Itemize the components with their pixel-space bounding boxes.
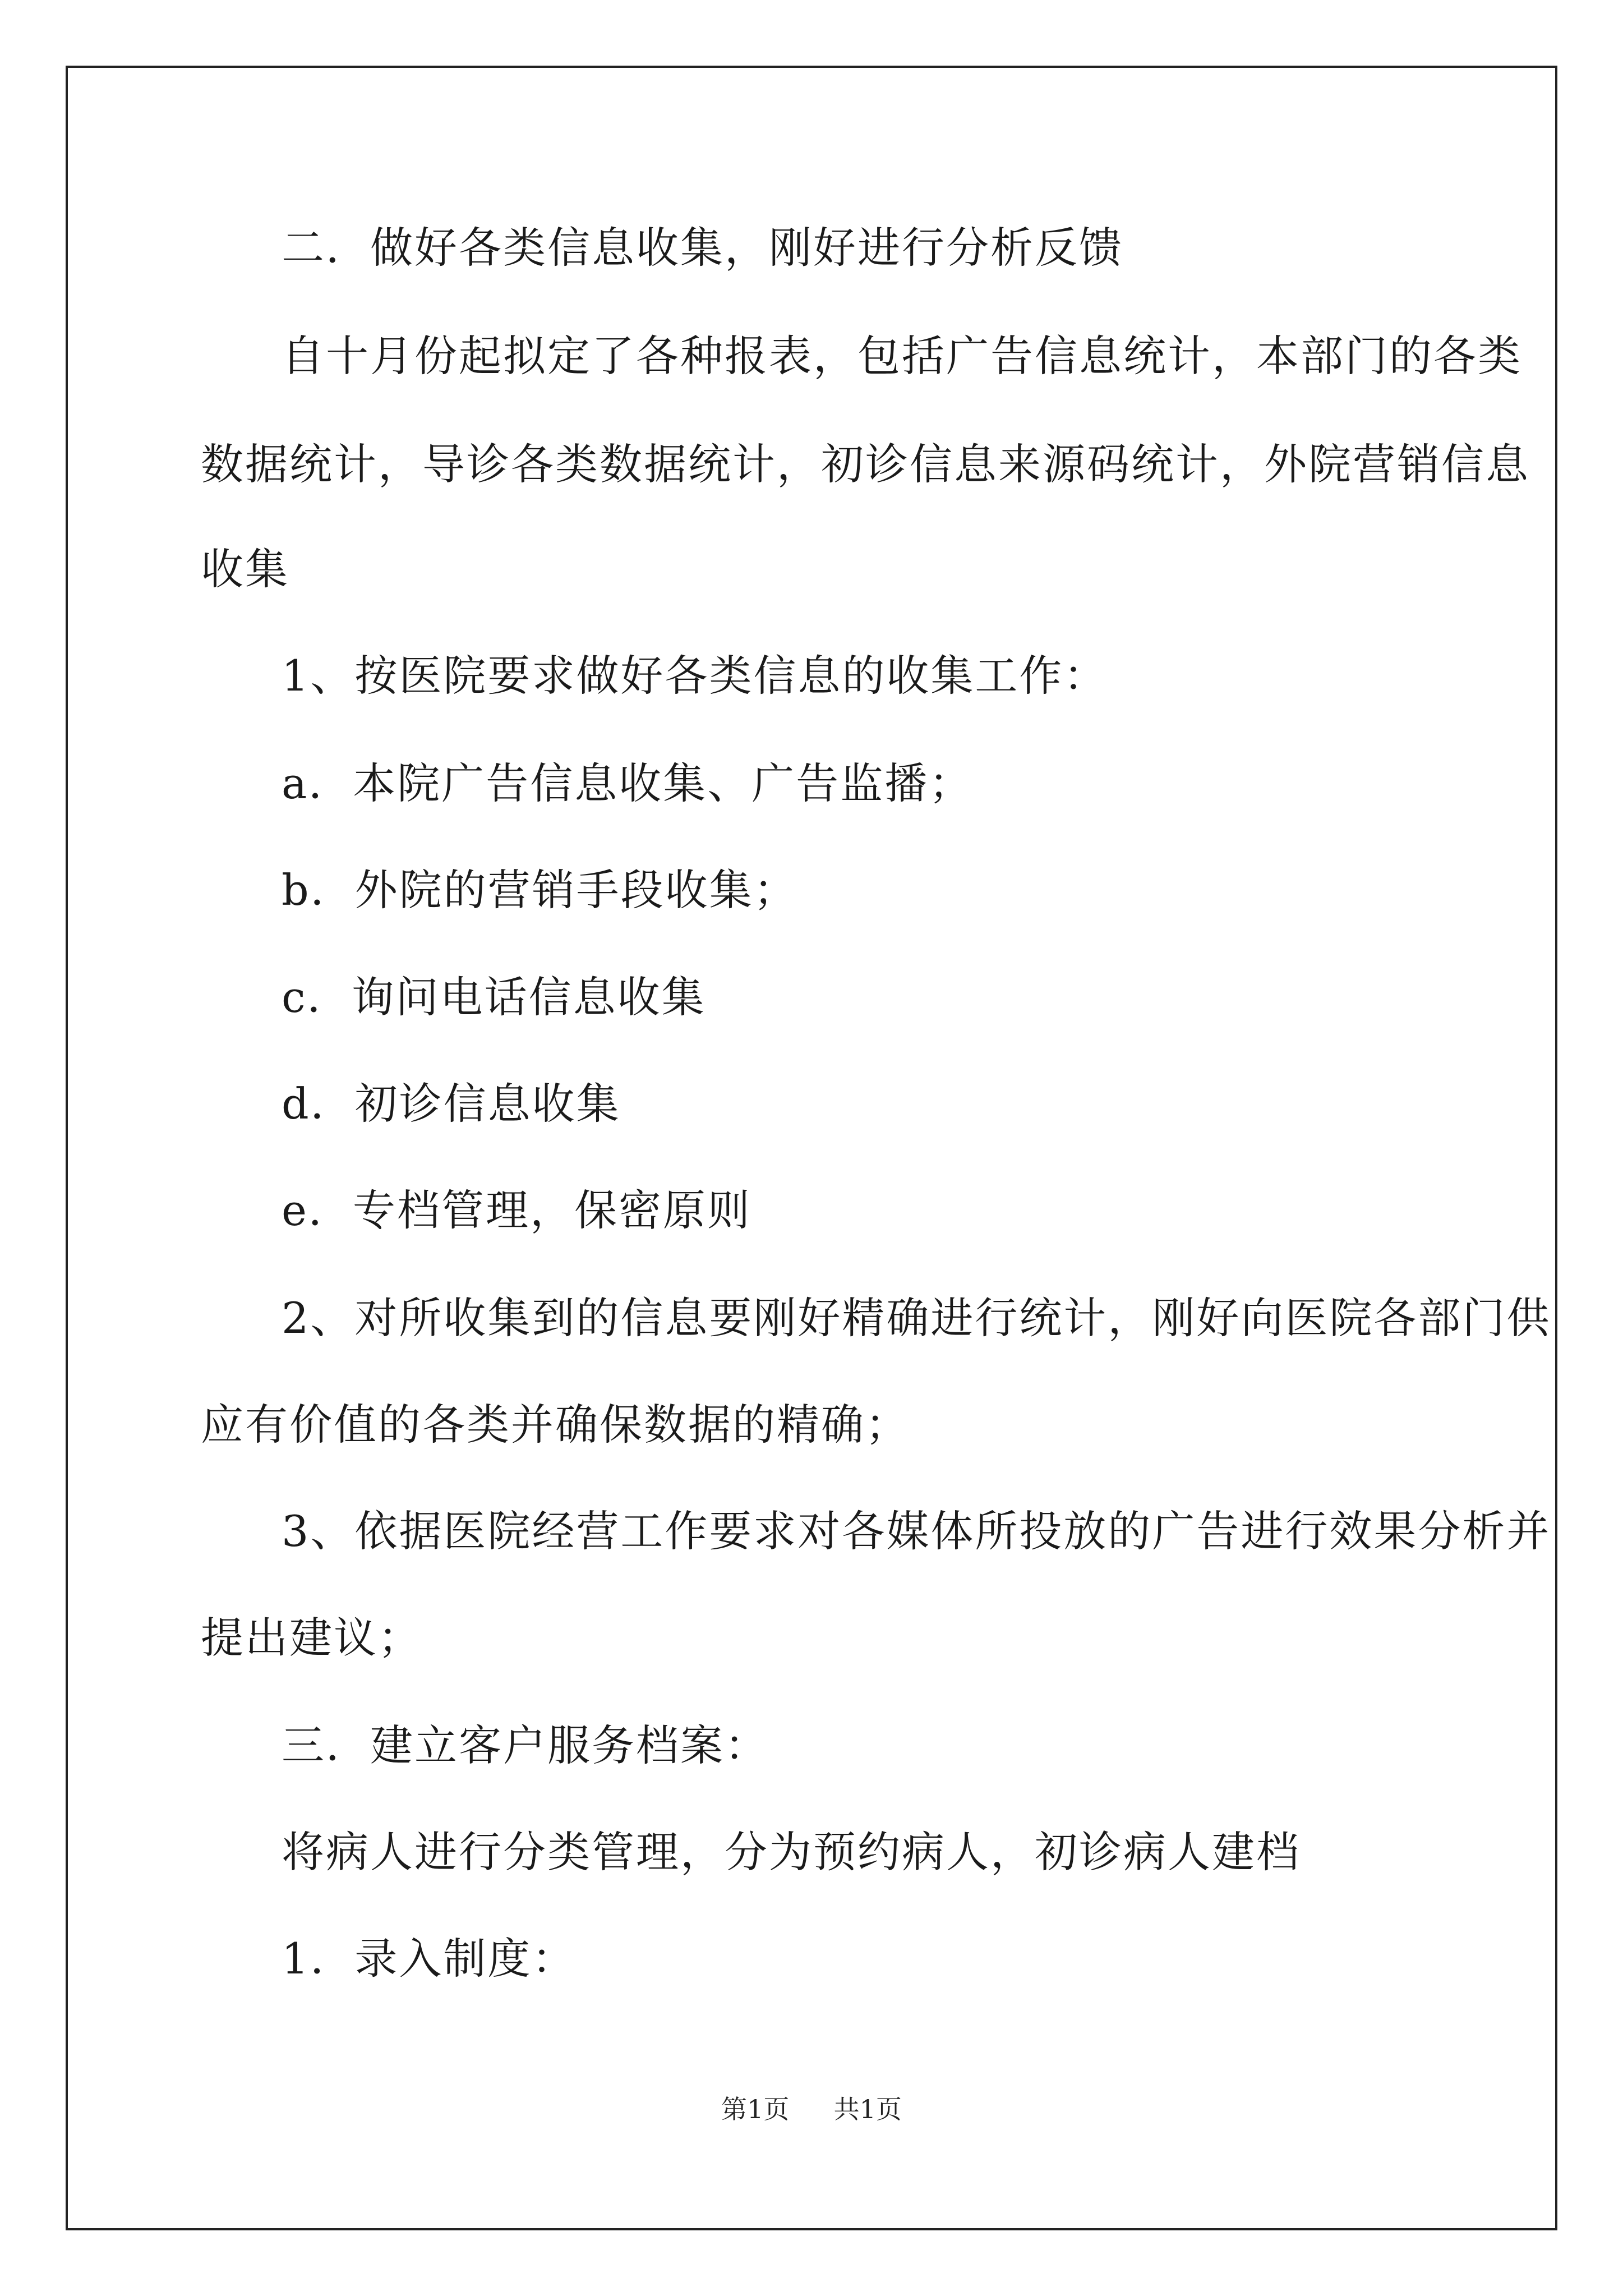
paragraph-line: 将病人进行分类管理，分为预约病人，初诊病人建档 — [282, 1827, 1301, 1877]
section-heading-2: 二．做好各类信息收集，刚好进行分析反馈 — [282, 223, 1123, 273]
page-number: 第1页 — [721, 2094, 790, 2124]
list-heading-record: 1．录入制度： — [282, 1934, 577, 1984]
paragraph-line: 3、依据医院经营工作要求对各媒体所投放的广告进行效果分析并 — [282, 1506, 1551, 1556]
list-item-e: e．专档管理，保密原则 — [282, 1185, 751, 1235]
list-item-a: a．本院广告信息收集、广告监播； — [282, 758, 974, 808]
paragraph-line: 应有价值的各类并确保数据的精确； — [201, 1400, 910, 1450]
list-item-b: b．外院的营销手段收集； — [282, 865, 798, 915]
paragraph-line: 提出建议； — [201, 1613, 422, 1663]
paragraph-line: 2、对所收集到的信息要刚好精确进行统计，刚好向医院各部门供 — [282, 1293, 1551, 1343]
page-total: 共1页 — [833, 2094, 902, 2124]
page-border — [66, 66, 1557, 2230]
page-footer — [0, 2092, 1623, 2126]
list-item-c: c．询问电话信息收集 — [282, 972, 706, 1022]
paragraph-line: 数据统计，导诊各类数据统计，初诊信息来源码统计，外院营销信息 — [201, 439, 1530, 489]
paragraph-line: 自十月份起拟定了各种报表，包括广告信息统计，本部门的各类 — [282, 331, 1522, 381]
list-item-d: d．初诊信息收集 — [282, 1079, 621, 1129]
section-heading-3: 三．建立客户服务档案： — [282, 1720, 769, 1770]
paragraph-line: 收集 — [201, 544, 289, 594]
list-heading-1: 1、按医院要求做好各类信息的收集工作： — [282, 651, 1108, 701]
